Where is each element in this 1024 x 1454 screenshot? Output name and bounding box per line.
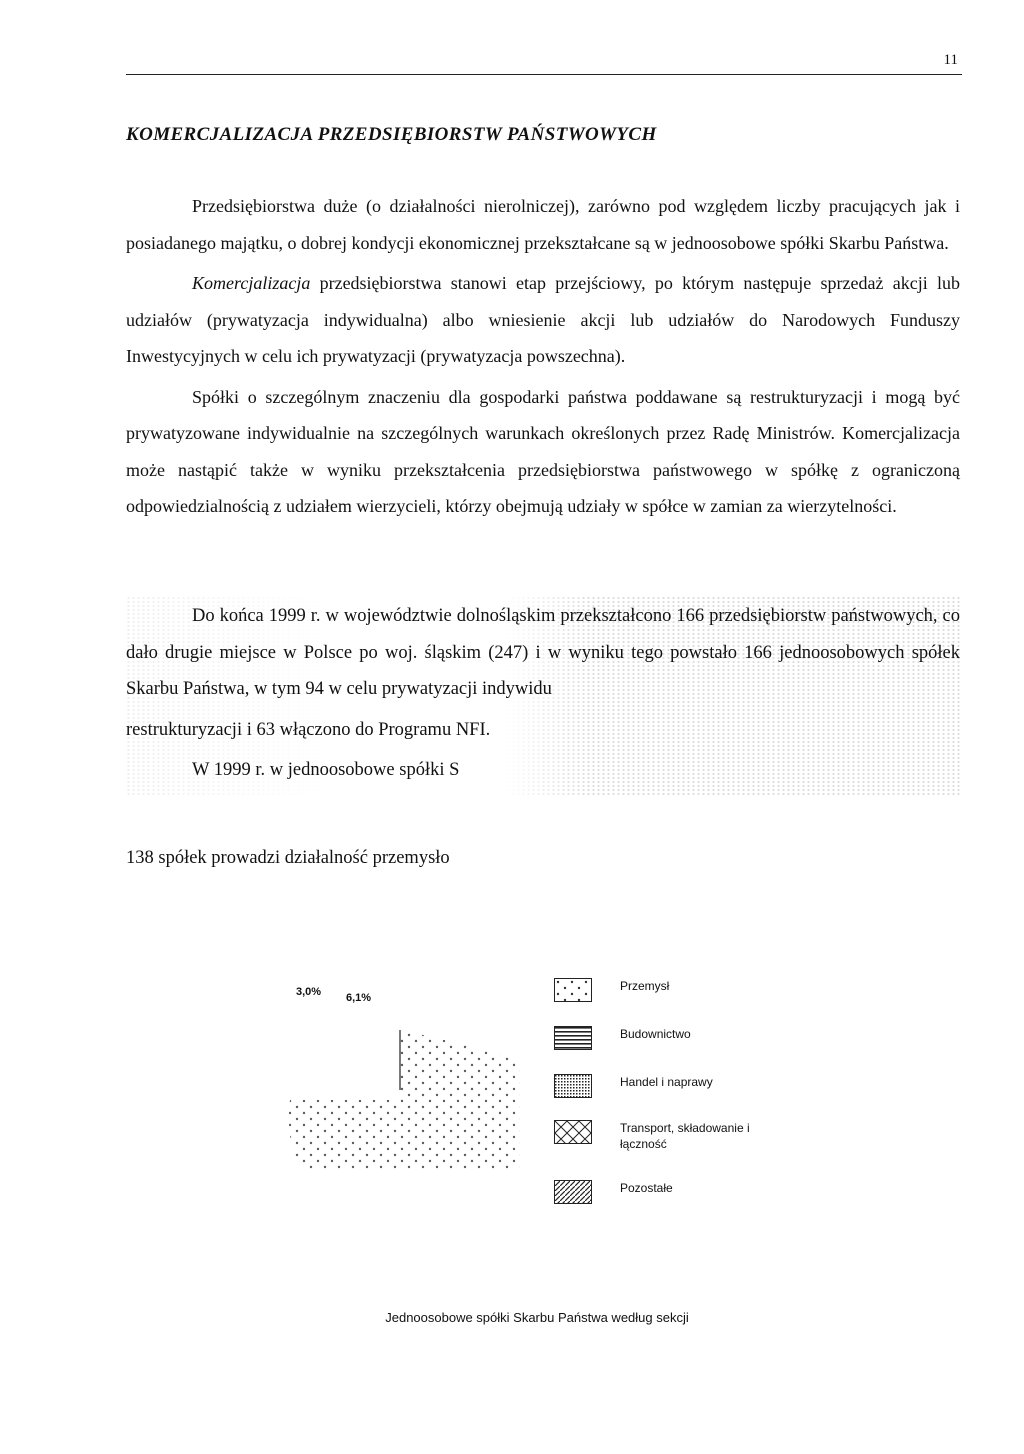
body-text: [126, 188, 960, 529]
section-heading: KOMERCJALIZACJA PRZEDSIĘBIORSTW PAŃSTWOWYCH: [126, 124, 657, 145]
legend-item-budownictwo: [554, 1026, 691, 1050]
legend-swatch-cross: [554, 1120, 592, 1144]
paragraph-4-continued: restrukturyzacji i 63 włączono do Programu NFI.: [126, 719, 491, 740]
body-text-lower: [126, 598, 960, 793]
legend-swatch-hlines: [554, 1026, 592, 1050]
legend-label: Transport, składowanie i łączność: [620, 1121, 750, 1151]
header-rule: [126, 74, 962, 75]
legend-label: Przemysł: [620, 979, 670, 993]
page-number: 11: [943, 52, 958, 68]
legend-swatch-diag: [554, 1180, 592, 1204]
legend-swatch-dense: [554, 1074, 592, 1098]
legend-swatch-dots: [554, 978, 592, 1002]
pie-label-3-0: 3,0%: [296, 986, 322, 998]
chart-caption: Jednoosobowe spółki Skarbu Państwa według sekcji: [385, 1310, 689, 1325]
paragraph-2-lead: Komercjalizacja: [192, 273, 311, 293]
legend-item-transport: [554, 1120, 780, 1152]
legend-item-handel: [554, 1074, 713, 1098]
paragraph-2: [126, 265, 960, 375]
paragraph-6: 138 spółek prowadzi działalność przemysło: [126, 848, 450, 868]
pie-label-6-1: 6,1%: [346, 992, 372, 1004]
legend-item-pozostale: [554, 1180, 673, 1204]
legend-label: Pozostałe: [620, 1181, 673, 1195]
paragraph-3: Spółki o szczególnym znaczeniu dla gospodarki państwa poddawane są restrukturyzacji i mogą być prywatyzowane indywidualnie na szczególnych warunkach określonych przez Radę Ministrów. Komercjalizacja może nastąpić także w wyniku przekształcenia przedsiębiorstwa państwowego w spółkę z ograniczoną odpowiedzialnością z udziałem wierzycieli, którzy obejmują udziały w spółce w zamian za wierzytelności.: [126, 386, 960, 516]
pie-slice-left-region: [289, 1100, 400, 1170]
paragraph-5: W 1999 r. w jednoosobowe spółki S: [192, 760, 460, 780]
paragraph-2-rest: przedsiębiorstwa stanowi etap przejściowy, po którym następuje sprzedaż akcji lub udziałów (prywatyzacja indywidualna) albo wniesienie akcji lub udziałów do Narodowych Funduszy Inwestycyjnych w celu ich prywatyzacji (prywatyzacja powszechna).: [126, 273, 960, 366]
legend-label: Handel i naprawy: [620, 1075, 713, 1089]
paragraph-1: Przedsiębiorstwa duże (o działalności nierolniczej), zarówno pod względem liczby pracujących jak i posiadanego majątku, o dobrej kondycji ekonomicznej przekształcane są w jednoosobowe spółki Skarbu Państwa.: [126, 196, 960, 253]
pie-slice-przemysl-region: [400, 1030, 520, 1170]
legend-label: Budownictwo: [620, 1027, 691, 1041]
paragraph-4: Do końca 1999 r. w województwie dolnośląskim przekształcono 166 przedsiębiorstw państwowych, co dało drugie miejsce w Polsce po woj. śląskim (247) i w wyniku tego powstało 166 jednoosobowych spółek Skarbu Państwa, w tym 94 w celu prywatyzacji indywidu: [126, 606, 960, 699]
legend-item-przemysl: [554, 978, 669, 1002]
